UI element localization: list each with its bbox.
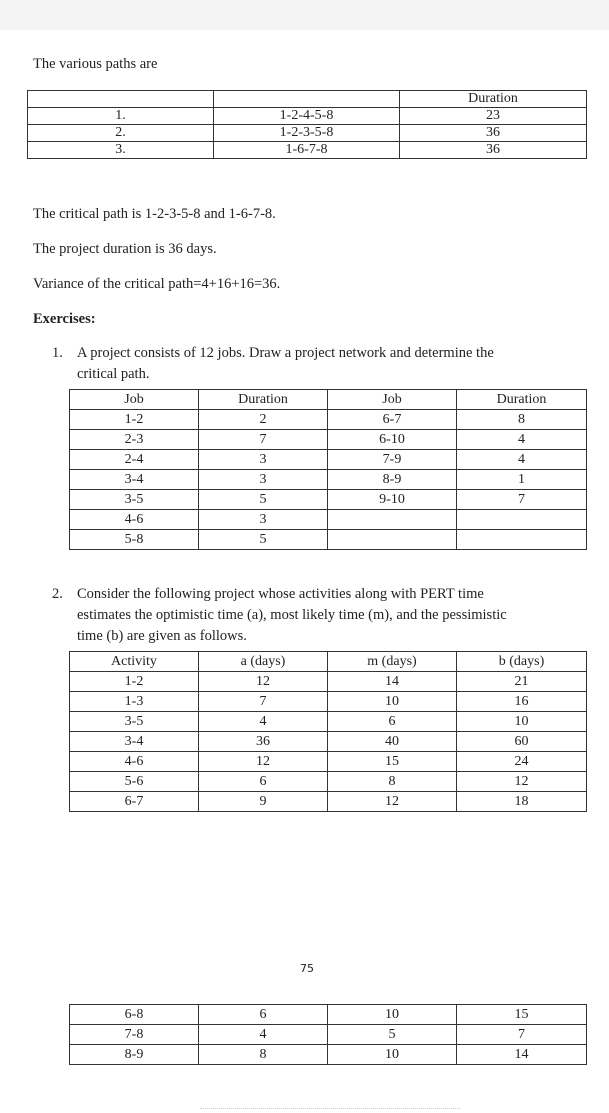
paths-cell: 1-2-4-5-8 [214, 108, 400, 125]
exercise-2-line-3: time (b) are given as follows. [77, 628, 247, 644]
table-cell: 7-8 [70, 1025, 199, 1045]
exercises-heading: Exercises: [33, 311, 96, 327]
table-cell: 1 [457, 470, 587, 490]
table-cell [457, 510, 587, 530]
table-cell: 16 [457, 692, 587, 712]
column-header: a (days) [199, 652, 328, 672]
table-cell: 14 [328, 672, 457, 692]
paths-table [27, 90, 587, 159]
table-row [70, 772, 587, 792]
table-row [70, 450, 587, 470]
table-cell: 14 [457, 1045, 587, 1065]
table-row [70, 1045, 587, 1065]
table-cell: 7 [457, 490, 587, 510]
table-cell: 5 [199, 490, 328, 510]
paths-cell: 36 [400, 125, 587, 142]
table-cell: 18 [457, 792, 587, 812]
table-row [28, 125, 587, 142]
table-header-row [70, 652, 587, 672]
table-cell: 8-9 [70, 1045, 199, 1065]
table-row [70, 752, 587, 772]
column-header: Job [328, 390, 457, 410]
table-row [70, 1005, 587, 1025]
exercise-1-number: 1. [52, 345, 63, 361]
table-cell: 3 [199, 510, 328, 530]
table-cell: 3 [199, 450, 328, 470]
paths-header-row [28, 91, 587, 108]
table-cell: 3 [199, 470, 328, 490]
paths-table-body [28, 91, 587, 159]
table-cell: 6 [328, 712, 457, 732]
table-row [70, 672, 587, 692]
table-cell: 60 [457, 732, 587, 752]
page-number: 75 [300, 962, 314, 975]
column-header: b (days) [457, 652, 587, 672]
paths-cell: 1-2-3-5-8 [214, 125, 400, 142]
table-row [70, 430, 587, 450]
table-cell: 24 [457, 752, 587, 772]
table-cell: 8 [457, 410, 587, 430]
table-cell: 9-10 [328, 490, 457, 510]
table-cell: 3-5 [70, 712, 199, 732]
table-cell: 6-7 [328, 410, 457, 430]
exercise-2-number: 2. [52, 586, 63, 602]
table-cell: 8 [328, 772, 457, 792]
table-row [70, 792, 587, 812]
table-cell: 3-4 [70, 470, 199, 490]
table-cell [457, 530, 587, 550]
table-cell: 8-9 [328, 470, 457, 490]
table-cell: 10 [328, 692, 457, 712]
table-cell: 5 [199, 530, 328, 550]
table-cell: 9 [199, 792, 328, 812]
table-cell: 12 [199, 672, 328, 692]
exercise-1-line-2: critical path. [77, 366, 150, 382]
table-row [28, 108, 587, 125]
paths-cell: 23 [400, 108, 587, 125]
table-cell: 6-10 [328, 430, 457, 450]
table-cell: 12 [328, 792, 457, 812]
exercise-2-table [69, 651, 587, 812]
table-cell: 5-8 [70, 530, 199, 550]
table-cell: 15 [457, 1005, 587, 1025]
table-header-row [70, 390, 587, 410]
table-cell: 10 [457, 712, 587, 732]
table-row [70, 712, 587, 732]
table-cell: 2-4 [70, 450, 199, 470]
table-row [70, 510, 587, 530]
table-cell: 7 [199, 692, 328, 712]
column-header: m (days) [328, 652, 457, 672]
critical-path-statement: The critical path is 1-2-3-5-8 and 1-6-7-8. [33, 206, 276, 222]
table-cell: 8 [199, 1045, 328, 1065]
exercise-1-text [52, 343, 592, 385]
table-row [70, 732, 587, 752]
table-cell: 10 [328, 1005, 457, 1025]
table-cell: 2 [199, 410, 328, 430]
table-cell: 15 [328, 752, 457, 772]
exercise-1-line-1: A project consists of 12 jobs. Draw a project network and determine the [77, 345, 494, 361]
paths-cell: 2. [28, 125, 214, 142]
table-cell: 12 [199, 752, 328, 772]
column-header: Duration [199, 390, 328, 410]
table-cell: 5 [328, 1025, 457, 1045]
paths-header-cell [214, 91, 400, 108]
exercise-1-table [69, 389, 587, 550]
table-cell: 1-3 [70, 692, 199, 712]
table-row [70, 410, 587, 430]
table-cell: 3-4 [70, 732, 199, 752]
table-cell: 36 [199, 732, 328, 752]
table-cell: 7 [457, 1025, 587, 1045]
table-cell: 7-9 [328, 450, 457, 470]
table-cell: 4 [199, 712, 328, 732]
variance-statement: Variance of the critical path=4+16+16=36. [33, 276, 281, 292]
exercise-2-table-body [70, 652, 587, 812]
table-cell [328, 530, 457, 550]
table-cell: 2-3 [70, 430, 199, 450]
table-cell: 1-2 [70, 672, 199, 692]
table-row [70, 1025, 587, 1045]
paths-header-cell: Duration [400, 91, 587, 108]
top-bar [0, 0, 609, 30]
paths-cell: 3. [28, 142, 214, 159]
table-cell: 6 [199, 1005, 328, 1025]
paths-cell: 1-6-7-8 [214, 142, 400, 159]
table-cell: 6-8 [70, 1005, 199, 1025]
column-header: Job [70, 390, 199, 410]
table-cell: 7 [199, 430, 328, 450]
table-cell: 12 [457, 772, 587, 792]
table-cell: 3-5 [70, 490, 199, 510]
table-cell: 4 [199, 1025, 328, 1045]
table-cell: 6-7 [70, 792, 199, 812]
table-row [70, 692, 587, 712]
table-cell [328, 510, 457, 530]
table-cell: 4 [457, 450, 587, 470]
table-cell: 10 [328, 1045, 457, 1065]
exercise-2-line-1: Consider the following project whose activities along with PERT time [77, 586, 484, 602]
table-cell: 1-2 [70, 410, 199, 430]
column-header: Activity [70, 652, 199, 672]
exercise-1-table-body [70, 390, 587, 550]
exercise-2-table-continued [69, 1004, 587, 1065]
intro-text: The various paths are [33, 56, 158, 72]
paths-header-cell [28, 91, 214, 108]
table-cell: 4 [457, 430, 587, 450]
exercise-2-text [52, 584, 597, 647]
paths-cell: 36 [400, 142, 587, 159]
table-row [70, 470, 587, 490]
table-cell: 6 [199, 772, 328, 792]
table-cell: 5-6 [70, 772, 199, 792]
table-cell: 21 [457, 672, 587, 692]
paths-cell: 1. [28, 108, 214, 125]
exercise-2-table-continued-body [70, 1005, 587, 1065]
bottom-divider [200, 1108, 460, 1110]
project-duration-statement: The project duration is 36 days. [33, 241, 217, 257]
table-cell: 4-6 [70, 510, 199, 530]
column-header: Duration [457, 390, 587, 410]
table-cell: 4-6 [70, 752, 199, 772]
exercise-2-line-2: estimates the optimistic time (a), most likely time (m), and the pessimistic [77, 607, 507, 623]
table-row [28, 142, 587, 159]
table-row [70, 530, 587, 550]
table-row [70, 490, 587, 510]
table-cell: 40 [328, 732, 457, 752]
